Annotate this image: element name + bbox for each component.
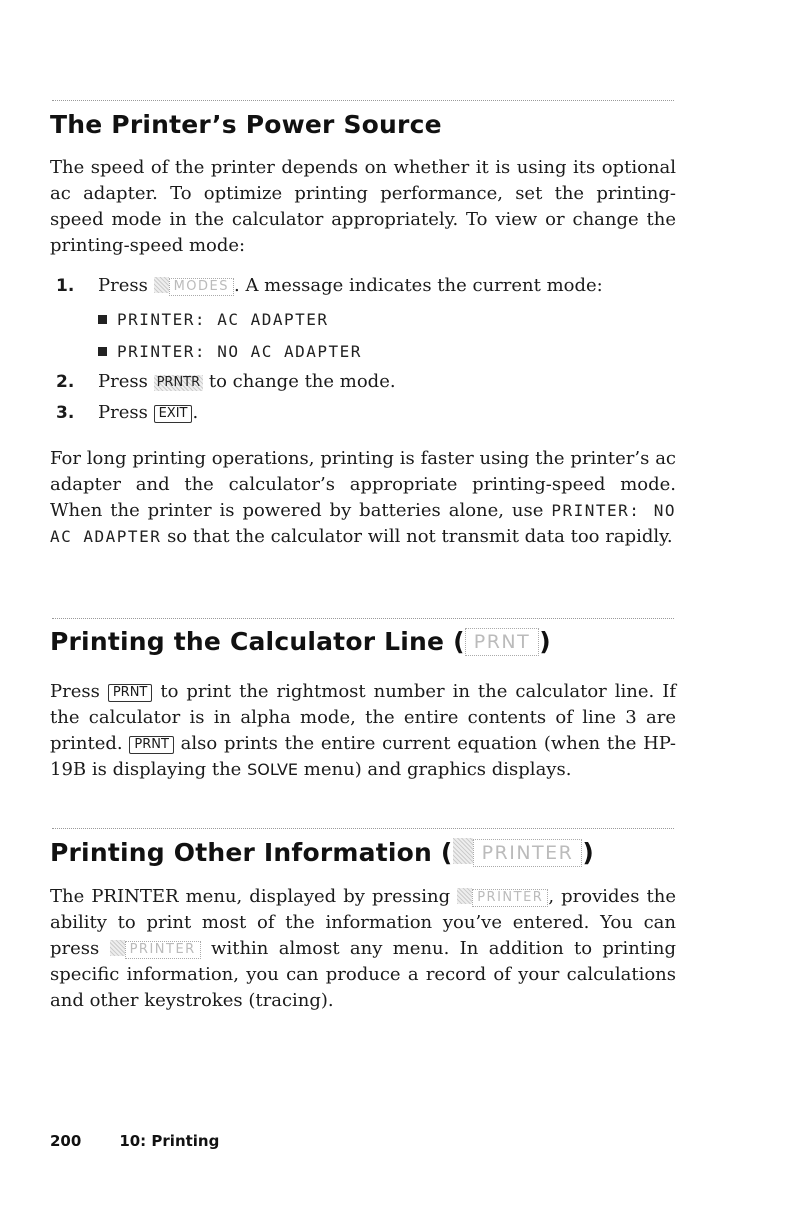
prntr-menu-key: PRNTR <box>154 375 204 391</box>
step-text: . A message indicates the current mode: <box>234 275 603 296</box>
paragraph-text: menu) and graphics displays. <box>303 759 572 780</box>
paragraph-text: Press <box>50 681 100 702</box>
other-information-paragraph <box>50 884 676 1014</box>
paragraph-text: The PRINTER menu, displayed by pressing <box>50 886 451 907</box>
step-3 <box>52 400 672 426</box>
paragraph-text: within almost any menu. In addition to printing specific information, you can produce a record of your calculations and other keystrokes (tracing). <box>50 938 676 1011</box>
battery-text-tail: so that the calculator will not transmit data too rapidly. <box>167 526 673 547</box>
display-message: PRINTER: AC ADAPTER <box>117 310 329 329</box>
exit-key: EXIT <box>154 405 193 423</box>
step-text: to change the mode. <box>208 371 396 392</box>
step-text: . <box>192 402 199 423</box>
heading-calculator-line: Printing the Calculator Line ( PRNT ) <box>50 627 551 656</box>
mode-option <box>98 342 362 361</box>
modes-key: MODES <box>169 278 234 296</box>
step-text: Press <box>98 275 148 296</box>
heading-power-source-text: The Printer’s Power Source <box>50 110 442 139</box>
chapter-title: 10: Printing <box>119 1132 220 1150</box>
heading-other-information-text: Printing Other Information <box>50 838 433 867</box>
heading-other-information: Printing Other Information ( PRINTER ) <box>50 838 594 867</box>
page-number: 200 <box>50 1132 82 1150</box>
step-2 <box>52 369 672 395</box>
prnt-key: PRNT <box>465 628 539 656</box>
display-message: PRINTER: NO AC ADAPTER <box>50 501 676 546</box>
intro-paragraph: The speed of the printer depends on whether it is using its optional ac adapter. To optimize printing performance, set the printing-speed mode in the calculator appropriately. To view or change the printing-speed mode: <box>50 157 676 256</box>
printer-key: PRINTER <box>125 941 201 959</box>
paragraph-text: to print the rightmost number in the calculator line. If the calculator is in alpha mode, the entire contents of line 3 are printed. <box>50 681 676 754</box>
shift-key-icon <box>453 838 473 864</box>
section-divider <box>52 618 674 619</box>
bullet-icon <box>98 347 107 356</box>
paragraph-text: also prints the entire current equation (when the HP-19B is displaying the <box>50 733 676 780</box>
heading-power-source <box>50 110 442 139</box>
battery-paragraph <box>50 446 676 550</box>
section-divider <box>52 100 674 101</box>
step-text: Press <box>98 402 148 423</box>
paragraph-text: , provides the ability to print most of the information you’ve entered. You can press <box>50 886 676 959</box>
step-number: 2. <box>56 372 75 392</box>
display-message: PRINTER: NO AC ADAPTER <box>117 342 362 361</box>
calculator-line-paragraph <box>50 679 676 783</box>
printer-key: PRINTER <box>472 889 548 907</box>
step-text: Press <box>98 371 148 392</box>
shift-key-icon <box>110 940 125 956</box>
shift-key-icon <box>457 888 472 904</box>
prnt-key: PRNT <box>108 684 153 702</box>
bullet-icon <box>98 315 107 324</box>
battery-text: For long printing operations, printing is faster using the printer’s ac adapter and the calculator’s appropriate printing-speed mode. When the printer is powered by batteries alone, use <box>50 448 676 521</box>
page-footer <box>50 1132 219 1150</box>
solve-menu-name: SOLVE <box>247 760 299 779</box>
printer-key: PRINTER <box>473 839 583 867</box>
section-divider <box>52 828 674 829</box>
step-1 <box>52 273 672 299</box>
step-number: 3. <box>56 403 75 423</box>
heading-calculator-line-text: Printing the Calculator Line <box>50 627 445 656</box>
step-number: 1. <box>56 276 75 296</box>
prnt-key: PRNT <box>129 736 174 754</box>
mode-option <box>98 310 329 329</box>
shift-key-icon <box>154 277 169 293</box>
